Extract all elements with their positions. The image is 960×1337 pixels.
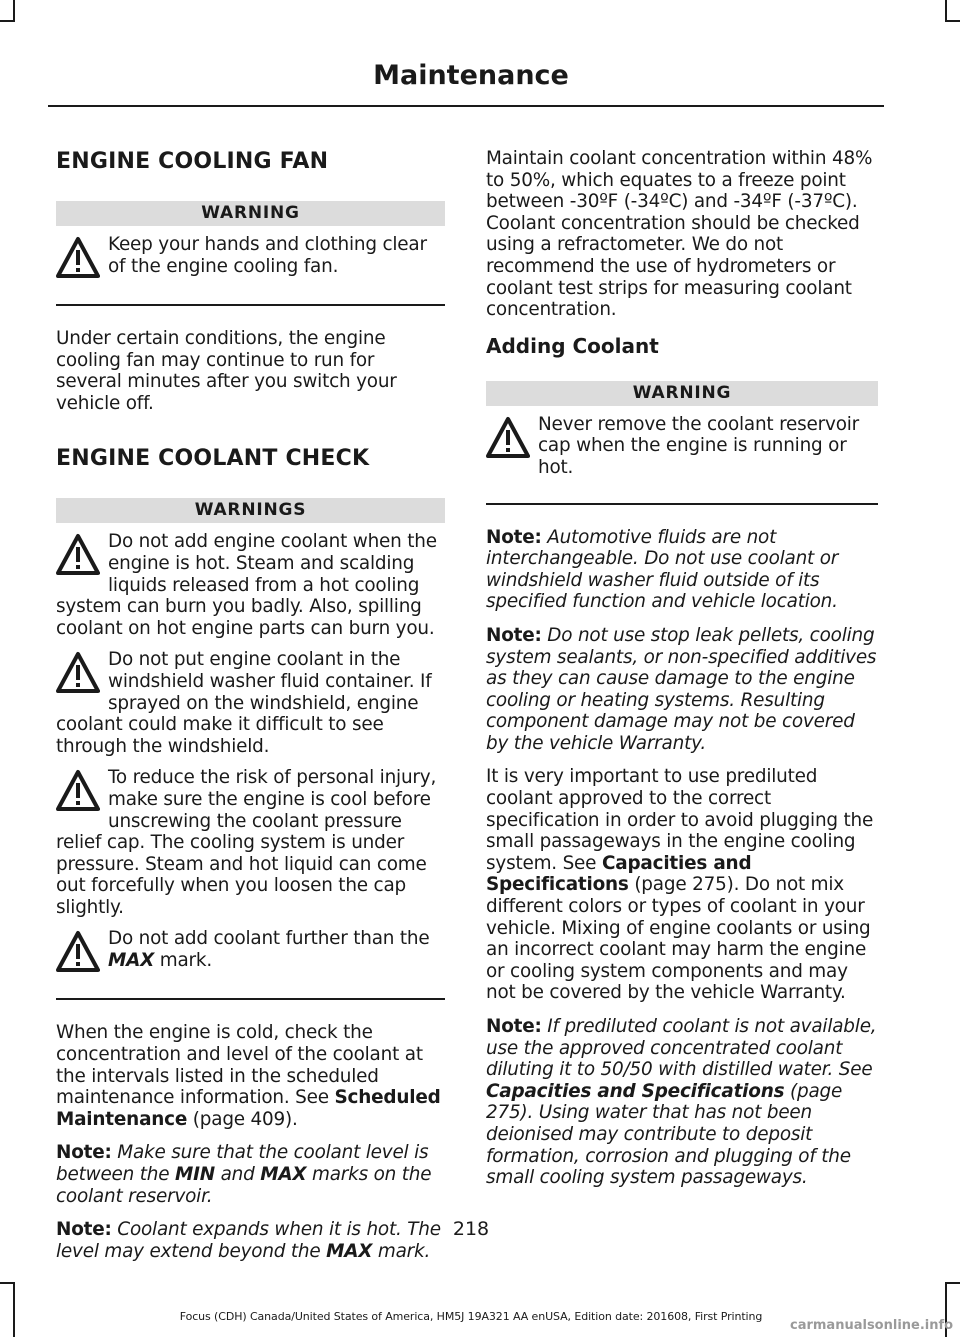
watermark-logo: carmanualsonline.info	[790, 1318, 954, 1333]
warning-text: Never remove the coolant reservoir cap when the engine is running or hot.	[538, 413, 860, 478]
paragraph-text: (page 275). Do not mix different colors or types of coolant in your vehicle. Mixing of engine coolants or using an incorrect coolant may harm the engine or cooling system components and may not be covered by the vehicle Warranty.	[486, 874, 871, 1004]
warning-text: Do not add coolant further than the	[108, 928, 430, 950]
note-label: Note:	[486, 624, 542, 646]
header-divider	[48, 105, 884, 107]
note-text: marks on the coolant reservoir.	[56, 1164, 432, 1207]
crop-mark-top-left-h	[0, 20, 15, 22]
page-number: 218	[452, 1218, 490, 1240]
warning-triangle-icon	[56, 930, 100, 974]
section-heading-cooling-fan: ENGINE COOLING FAN	[56, 149, 329, 174]
warning-item	[56, 649, 445, 757]
page-reference: (page 409).	[187, 1108, 298, 1130]
coolant-check-paragraph	[56, 1022, 445, 1130]
cooling-fan-paragraph: Under certain conditions, the engine cooling fan may continue to run for several minutes after you switch your vehicle off.	[56, 328, 397, 414]
warning-item	[56, 531, 445, 639]
note-text: Coolant expands when it is hot. The level may extend beyond the	[56, 1219, 441, 1262]
warning-box-cooling-fan	[56, 201, 445, 306]
note-text: and	[214, 1164, 261, 1186]
edition-info: Focus (CDH) Canada/United States of America, HM5J 19A321 AA enUSA, Edition date: 201608, First Printing	[179, 1310, 763, 1323]
section-heading-coolant-check: ENGINE COOLANT CHECK	[56, 446, 370, 472]
note-concentrated-coolant	[486, 1016, 878, 1189]
crop-mark-bottom-left-h	[0, 1282, 15, 1284]
warning-item	[56, 767, 445, 918]
warning-triangle-icon	[486, 416, 530, 460]
concentration-paragraph: Maintain coolant concentration within 48% to 50%, which equates to a freeze point between -30ºF (-34ºC) and -34ºF (-37ºC). Coolant concentration should be checked using a refractometer. We do not recommend the use of hydrometers or coolant test strips for measuring coolant concentration.	[486, 148, 873, 321]
paragraph-text: It is very important to use prediluted coolant approved to the correct specification in order to avoid plugging the small passageways in the engine cooling system. See	[486, 766, 874, 874]
capacities-specifications-link[interactable]: Capacities and Specifications	[486, 1080, 785, 1102]
warning-item	[56, 234, 445, 280]
page-title: Maintenance	[373, 60, 569, 91]
note-label: Note:	[56, 1142, 112, 1164]
note-text: Do not use stop leak pellets, cooling system sealants, or non-specified additives as they can cause damage to the engine cooling or heating systems. Resulting component damage may not be covered by the vehicle Warranty.	[486, 624, 877, 754]
prediluted-paragraph	[486, 766, 878, 1004]
warning-triangle-icon	[56, 651, 100, 695]
note-stop-leak	[486, 625, 878, 755]
warnings-title: WARNINGS	[56, 498, 445, 523]
note-label: Note:	[486, 526, 542, 548]
note-text: mark.	[372, 1240, 431, 1262]
warning-triangle-icon	[56, 769, 100, 813]
crop-mark-top-right-h	[945, 20, 960, 22]
warning-text: Keep your hands and clothing clear of the engine cooling fan.	[108, 234, 427, 277]
warning-box-coolant-check	[56, 498, 445, 1000]
note-text: Automotive fluids are not interchangeable. Do not use coolant or windshield washer fluid outside of its specified function and vehicle location.	[486, 526, 839, 613]
right-column	[486, 148, 878, 1201]
warning-box-adding-coolant	[486, 381, 878, 505]
note-label: Note:	[486, 1016, 542, 1037]
warning-text: To reduce the risk of personal injury, make sure the engine is cool before unscrewing the coolant pressure relief cap. The cooling system is under pressure. Steam and hot liquid can come out forcefully when you loosen the cap slightly.	[56, 767, 437, 918]
note-automotive-fluids	[486, 527, 878, 613]
note-label: Note:	[56, 1219, 112, 1241]
warning-text: Do not add engine coolant when the engine is hot. Steam and scalding liquids released from a hot cooling system can burn you badly. Also, spilling coolant on hot engine parts can burn you.	[56, 531, 437, 639]
note-text: If prediluted coolant is not available, use the approved concentrated coolant diluting it to 50/50 with distilled water. See	[486, 1016, 877, 1081]
warning-item	[56, 928, 445, 974]
max-mark-label: MAX	[326, 1240, 373, 1262]
warning-text: Do not put engine coolant in the windshield washer fluid container. If sprayed on the windshield, engine coolant could make it difficult to see through the windshield.	[56, 649, 432, 757]
crop-mark-top-right	[945, 0, 947, 22]
warning-title: WARNING	[56, 201, 445, 226]
section-heading-adding-coolant: Adding Coolant	[486, 333, 659, 358]
warning-triangle-icon	[56, 236, 100, 280]
note-text: Make sure that the coolant level is between the	[56, 1142, 429, 1186]
capacities-specifications-link[interactable]: Capacities and Specifications	[486, 852, 752, 896]
note-text: (page 275). Using water that has not been deionised may contribute to deposit formation, corrosion and plugging of the small cooling system passageways.	[486, 1080, 851, 1189]
max-mark-label: MAX	[108, 950, 155, 972]
crop-mark-top-left	[13, 0, 15, 22]
scheduled-maintenance-link[interactable]: Scheduled Maintenance	[56, 1087, 441, 1130]
left-column	[56, 145, 445, 1274]
crop-mark-bottom-right-h	[945, 1282, 960, 1284]
min-mark-label: MIN	[175, 1164, 215, 1186]
warning-title: WARNING	[486, 381, 878, 406]
paragraph-text: When the engine is cold, check the concentration and level of the coolant at the intervals listed in the scheduled maintenance information. See	[56, 1022, 423, 1109]
warning-triangle-icon	[56, 533, 100, 577]
warning-item	[486, 414, 878, 479]
max-mark-label: MAX	[260, 1164, 307, 1186]
warning-text-end: mark.	[154, 950, 213, 972]
note-coolant-level	[56, 1142, 445, 1207]
